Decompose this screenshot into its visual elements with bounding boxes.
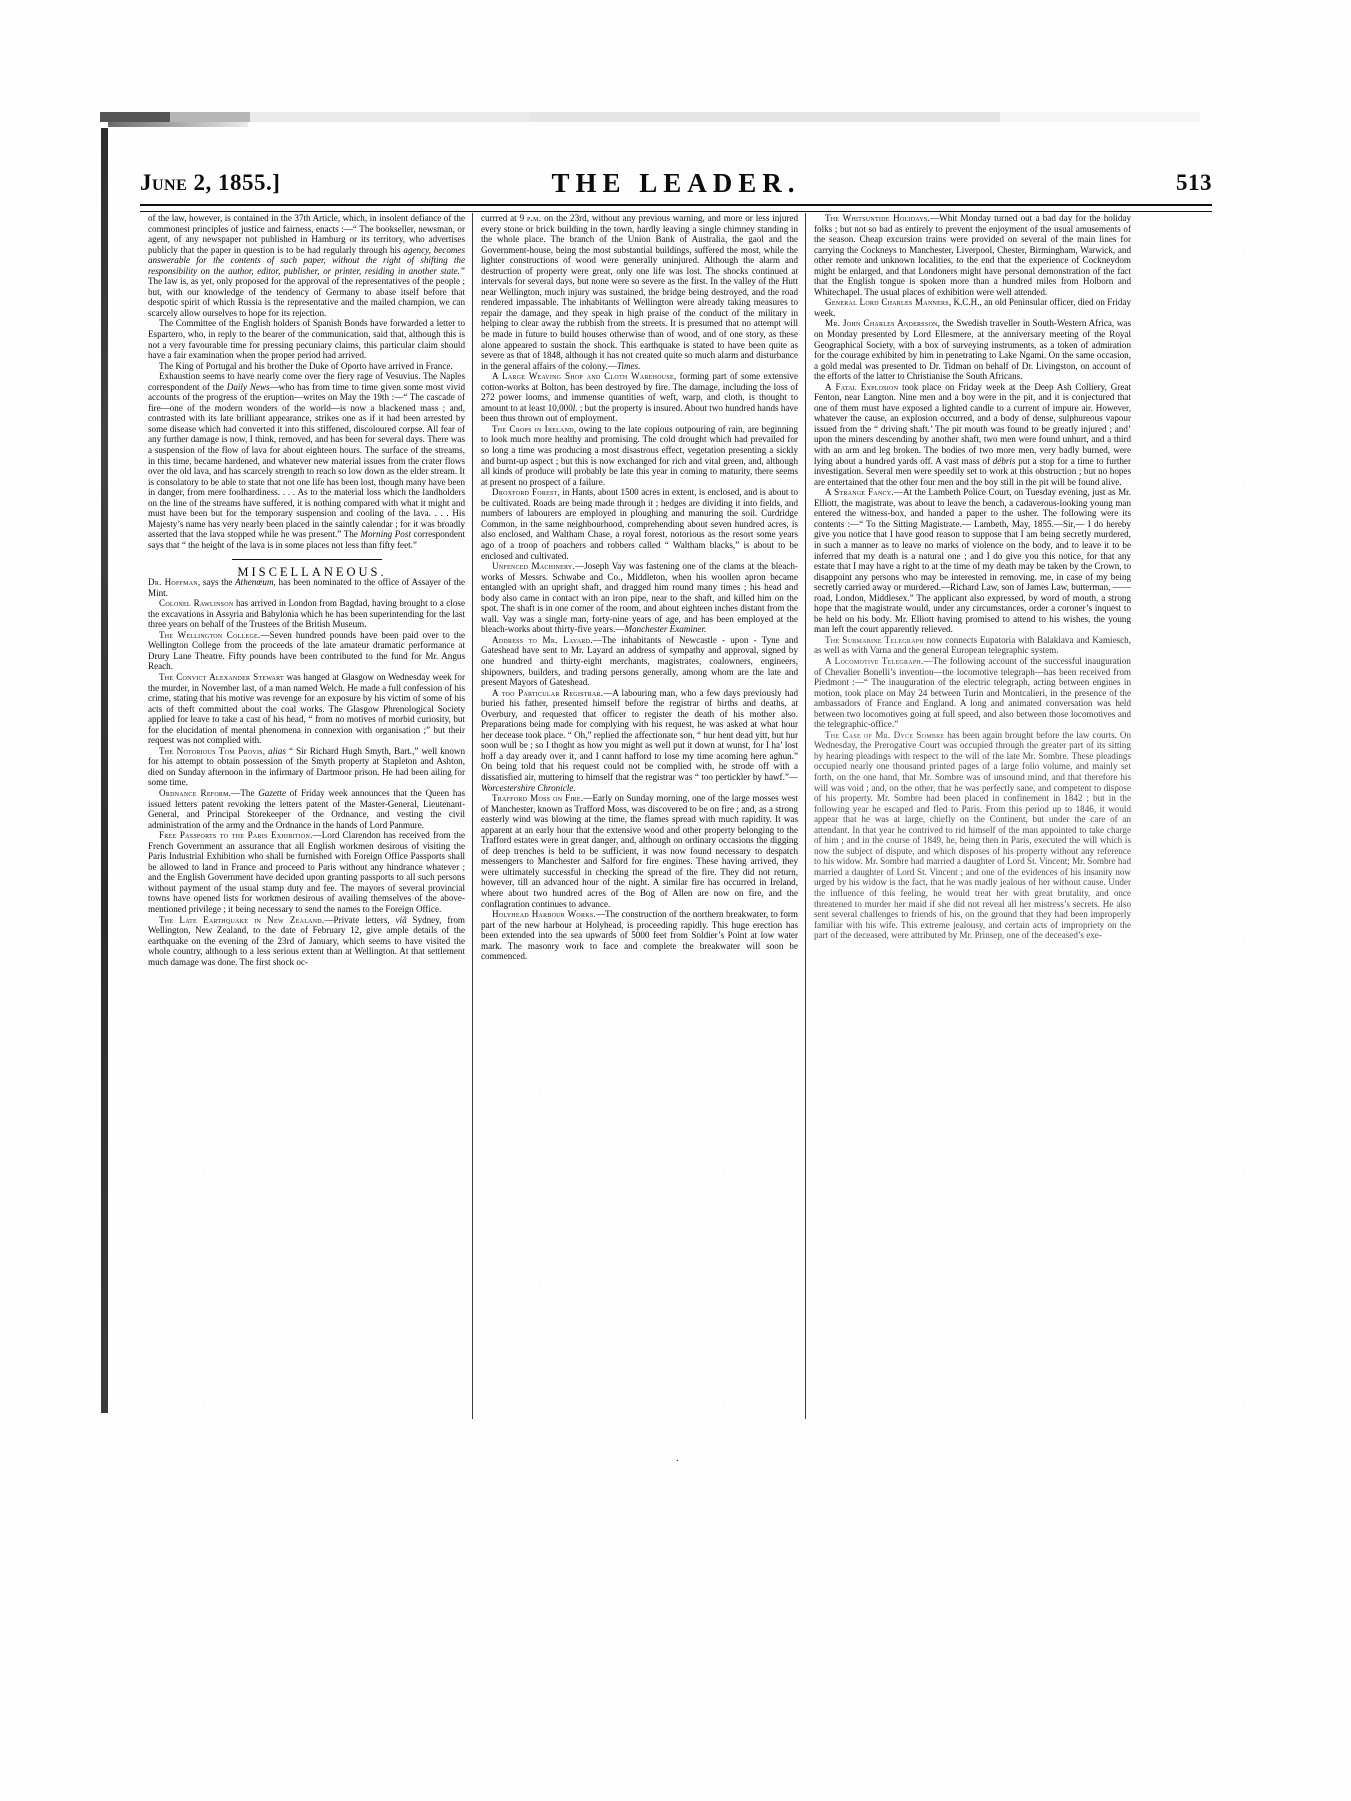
column-2 xyxy=(473,213,806,1419)
article-paragraph xyxy=(481,213,798,371)
section-heading-miscellaneous: MISCELLANEOUS. xyxy=(237,564,387,579)
text-run: , says the xyxy=(197,577,236,588)
masthead xyxy=(140,168,1212,202)
smallcaps-lead: Trafford Moss on Fire. xyxy=(492,793,584,804)
article-paragraph xyxy=(814,635,1131,656)
smallcaps-lead: A Large Weaving Shop and Cloth Warehouse xyxy=(492,371,674,382)
article-paragraph xyxy=(481,371,798,424)
column-2-body xyxy=(481,213,798,962)
smallcaps-lead: Dr. Hoffman xyxy=(148,577,198,588)
text-run: , has been nominated to the office of Assayer of the Mint. xyxy=(148,577,465,598)
column-1-body xyxy=(148,213,465,967)
smallcaps-lead: The Late Earthquake in New Zealand. xyxy=(159,914,325,925)
smallcaps-lead: The Notorious Tom Provis xyxy=(159,745,263,756)
text-run: of the law, however, is contained in the 37th Article, which, in insolent defiance of the commonest principles of justice and fairness, enacts :—“ The bookseller, newsman, or agent, of any newspaper not published in Hamburg or its territory, who advertises publicly that the paper in question is to be had regularly through his xyxy=(148,213,465,255)
article-paragraph xyxy=(148,318,465,360)
masthead-page-number: 513 xyxy=(1176,170,1212,195)
smallcaps-lead: The Wellington College. xyxy=(159,629,261,640)
italic-run: Athenœum xyxy=(235,577,274,588)
article-paragraph xyxy=(481,909,798,962)
italic-run: alias xyxy=(268,745,286,756)
text-run: , owing to the late copious outpouring of rain, are beginning to look much more healthy and promising. The cold drought which had prevailed for so long a time was producing a most disastrous effect, vegetation presenting a sickly and burnt-up aspect ; but this is now exchanged for rich and vital green, and, although all kinds of produce will probably be late this year in coming to maturity, there seems at present no prospect of a failure. xyxy=(481,423,798,487)
article-paragraph xyxy=(814,213,1131,297)
smallcaps-lead: Unfenced Machinery. xyxy=(492,561,576,572)
text-run: —The following account of the successful inauguration of Chevalier Bonelli’s invention—the locomotive telegraph—has been received from Piedmont :—“ The inauguration of the electric telegraph, acting between engines in motion, took place on May 24 between Turin and Montcalieri, in the presence of the ambassadors of France and England. A long and animated conversation was held between two locomotives going at full speed, and also between those locomotives and the telegraphic-office.” xyxy=(814,655,1131,730)
smallcaps-lead: Colonel Rawlinson xyxy=(159,598,234,609)
article-paragraph xyxy=(148,361,465,372)
smallcaps-lead: A too Particular Registrar. xyxy=(492,687,604,698)
scan-edge-top-secondary xyxy=(108,122,248,127)
text-run: , the Swedish traveller in South-Western Africa, was on Monday presented by Lord Ellesmere, at the anniversary meeting of the Royal Geographical Society, with a box of surveying instruments, as a token of admiration for the courage exhibited by him in penetrating to Lake Ngami. On the same occasion, a gold medal was presented to Dr. Tidman on behalf of Dr. Livingston, on account of the efforts of the latter to Christianise the South Africans. xyxy=(814,318,1131,382)
italic-run: débris xyxy=(992,455,1016,466)
text-run: on the 23rd, without any previous warning, and more or less injured every stone or brick building in the town, hardly leaving a single chimney standing in the whole place. The branch of the Union Bank of Australia, the gaol and the Government-house, being the most substantial buildings, suffered the most, while the lighter constructions of wood were generally uninjured. Although the alarm and destruction of property were great, only one life was lost. The shocks continued at intervals for several days, but none were so severe as the first. In the valley of the Hutt near Wellington, much injury was sustained, the bridge being destroyed, and the road rendered impassable. The inhabitants of Wellington were already taking measures to repair the damage, and they speak in high praise of the conduct of the military in helping to clear away the rubbish from the streets. It is presumed that no attempt will be made in future to build houses otherwise than of wood, and of one story, as these alone appeared to sustain the shock. This earthquake is stated to have been quite as severe as that of 1848, although it has not created quite so much alarm and disturbance in the general affairs of the colony.— xyxy=(481,213,798,371)
italic-run: l. xyxy=(572,402,578,413)
smallcaps-lead: The Convict Alexander Stewart xyxy=(159,671,284,682)
text-run: —Whit Monday turned out a bad day for the holiday folks ; but not so bad as entirely to prevent the enjoyment of the usual amusements of the season. Cheap excursion trains were provided on several of the main lines for carrying the Cockneys to Manchester, Liverpool, Chester, Birmingham, Warwick, and other remote and unknown localities, to the end that the experience of Cockneydom might be enlarged, and that Londoners might have personal demonstration of the fact that the English tongue is spoken more than a hundred miles from Holborn and Whitechapel. The usual places of exhibition were well attended. xyxy=(814,213,1131,297)
text-run: The Committee of the English holders of Spanish Bonds have forwarded a letter to Espartero, who, in reply to the bearer of the communication, said that, although this is not a very favourable time for pressing pecuniary claims, this particular claim should have a fair examination when the proper period had arrived. xyxy=(148,318,465,361)
text-run: —At the Lambeth Police Court, on Tuesday evening, just as Mr. Elliott, the magistrate, was about to leave the bench, a cadaverous-looking young man entered the witness-box, and handed a paper to the usher. The following were its contents :—“ To the Sitting Magistrate.— Lambeth, May, 1855.—Sir,— I do hereby give you notice that I have good reason to suppose that I am being secretly murdered, in such a manner as to leave no marks of violence on the body, and to leave it to be inferred that my death is a natural one ; and I do give you this notice, for that any estate that I may have a right to at the time of my death may be taken by the Crown, to disappoint any persons who may be interested in removing. me, in case of my being secretly carried away or murdered.—Richard Law, son of James Law, butterman, ——road, London, Middlesex.” The applicant also expressed, by word of mouth, a strong hope that the magistrate would, under any circumstances, order a coroner’s inquest to be held on his body. Mr. Elliott having promised to attend to his wishes, the young man left the court apparently relieved. xyxy=(814,487,1131,635)
text-run: has arrived in London from Bagdad, having brought to a close the excavations in Assyria and Babylonia which he has been superintending for the last three years on behalf of the Trustees of the British Museum. xyxy=(148,598,465,630)
masthead-rule xyxy=(140,204,1212,212)
italic-run: Morning Post xyxy=(360,529,411,540)
text-run: Exhaustion seems to have nearly come over the fiery rage of Vesuvius. The Naples correspondent of the xyxy=(148,371,465,392)
article-paragraph xyxy=(481,424,798,487)
text-run: was hanged at Glasgow on Wednesday week for the murder, in November last, of a man named Welch. He made a full confession of his crime, stating that his motive was revenge for an exposure by his victim of some of his acts of theft committed about the coal works. The Glasgow Phrenological Society applied for leave to take a cast of his head, “ from no motives of morbid curiosity, but for the elucidation of mental phenomena in connexion with organisation ;” but their request was not complied with. xyxy=(148,671,465,746)
smallcaps-lead: Mr. John Charles Andersson xyxy=(825,318,938,329)
masthead-date: June 2, 1855.] xyxy=(140,170,281,195)
text-run: The law is, as yet, only proposed for the approval of the representatives of the people ; but, with our knowledge of the tendency of Germany to abase itself before that despotic spirit of which Russia is the representative and the mailed champion, we can scarcely allow ourselves to hope for its rejection. xyxy=(148,276,465,318)
text-run: currred at 9 xyxy=(481,213,527,223)
article-paragraph xyxy=(814,382,1131,487)
article-paragraph xyxy=(148,213,465,318)
text-run: —Private letters, xyxy=(324,914,396,925)
smallcaps-lead: Free Passports to the Paris Exhibition. xyxy=(159,830,313,841)
article-paragraph xyxy=(148,746,465,788)
article-paragraph xyxy=(481,561,798,635)
article-paragraph xyxy=(148,830,465,914)
italic-run: agency, becomes answerable for the contents of such paper, without the right of shifting the responsibility on the author, editor, publisher, or printer, residing in another state.” xyxy=(148,244,466,276)
article-paragraph xyxy=(148,371,465,550)
article-paragraph xyxy=(481,635,798,688)
smallcaps-lead: The Crops in Ireland xyxy=(492,423,574,434)
article-paragraph xyxy=(148,577,465,598)
text-run: —The inhabitants of Newcastle - upon - Tyne and Gateshead have sent to Mr. Layard an address of sympathy and approval, signed by one hundred and thirty-eight merchants, magistrates, coalowners, engineers, shipowners, builders, and trading persons generally, among whom are the late and present Mayors of Gateshead. xyxy=(481,634,799,688)
smallcaps-lead: A Strange Fancy. xyxy=(825,487,894,498)
text-run: —Early on Sunday morning, one of the large mosses west of Manchester, known as Trafford Moss, was discovered to be on fire ; and, as a strong easterly wind was blowing at the time, the flames spread with much rapidity. It was apparent at an early hour that the extensive wood and other property belonging to the Trafford estates were in great danger, and, although on ordinary occasions the digging of deep trenches is held to be sufficient, it was now found necessary to despatch messengers to Manchester and Salford for fire engines. These having arrived, they were ultimately successful in checking the spread of the fire. They did not return, however, till an advanced hour of the night. A similar fire has occurred in Ireland, where about two hundred acres of the Bog of Allen are now on fire, and the conflagration continues to advance. xyxy=(481,793,798,909)
smallcaps-lead: The Submarine Telegraph xyxy=(825,634,924,645)
text-run: put a stop for a time to further investigation. Several men were speedily set to work at this obstruction ; but no hopes are entertained that the other four men and the boy still in the pit will be found alive. xyxy=(814,455,1131,487)
smallcaps-lead: The Case of Mr. Dyce Sombre xyxy=(825,729,945,740)
text-run: The King of Portugal and his brother the Duke of Oporto have arrived in France. xyxy=(159,360,453,371)
text-run: —Joseph Vay was fastening one of the clams at the bleach-works of Messrs. Schwabe and Co., Middleton, when his woollen apron became entangled with an upright shaft, and dragged him round many times ; his head and body also came in contact with an iron pipe, near to the shaft, and killed him on the spot. The shaft is in one corner of the room, and about eighteen inches distant from the wall. Vay was a single man, forty-nine years of age, and has been employed at the bleach-works about thirty-five years.— xyxy=(481,561,798,635)
text-run: —Seven hundred pounds have been paid over to the Wellington College from the proceeds of the late amateur dramatic performance at Drury Lane Theatre. Fifty pounds have been contributed to the fund for Mr. Angus Reach. xyxy=(148,629,465,672)
text-run: Sydney, from Wellington, New Zealand, to the date of February 12, give ample details of the earthquake on the evening of the 23rd of January, which seems to have visited the whole country, although to a less serious extent than at Wellington. At that settlement much damage was done. The first shock oc- xyxy=(148,914,465,967)
article-paragraph xyxy=(814,297,1131,318)
smallcaps-lead: The Whitsuntide Holidays. xyxy=(825,213,931,223)
text-run: —The construction of the northern breakwater, to form part of the new harbour at Holyhead, is proceeding rapidly. This huge erection has been extended into the sea upwards of 5000 feet from Soldier’s Point at low water mark. The masonry work to face and complete the breakwater will soon be commenced. xyxy=(481,909,798,962)
article-paragraph xyxy=(148,672,465,746)
text-run: now connects Eupatoria with Balaklava and Kamiesch, as well as with Varna and the general European telegraphic system. xyxy=(814,634,1132,656)
article-paragraph xyxy=(148,630,465,672)
article-paragraph xyxy=(481,487,798,561)
smallcaps-lead: p.m. xyxy=(527,213,542,223)
text-run: —A labouring man, who a few days previously had buried his father, presented himself before the registrar of births and deaths, at Overbury, and requested that officer to register the death of his mother also. Preparations being made for complying with his request, he was asked at what hour her decease took place. “ Oh,” replied the affectionate son, “ hur hent dead yitt, but hur soon wull be ; so I thoght as how you might as well put it down at wunst, for I ha’ lost hoff a day aready over it, and I cannt hafford to lose my time acoming here aghun.” On being told that his request could not be complied with, he strode off with a dissatisfied air, muttering to himself that the registrar was “ too pertickler by hawf.”— xyxy=(481,687,798,782)
smallcaps-lead: A Fatal Explosion xyxy=(825,381,899,392)
article-columns xyxy=(140,213,1212,1419)
column-3 xyxy=(806,213,1139,1419)
smallcaps-lead: General Lord Charles Manners xyxy=(825,297,949,308)
italic-run: Worcestershire Chronicle. xyxy=(481,782,576,793)
page-tail-mark: . xyxy=(676,1452,679,1464)
smallcaps-lead: Address to Mr. Layard. xyxy=(492,634,593,645)
article-paragraph xyxy=(814,318,1131,381)
text-run: “ Sir Richard Hugh Smyth, Bart.,” well known for his attempt to obtain possession of the Smyth property at Stapleton and Ashton, died on Sunday afternoon in the infirmary of Dartmoor prison. He had been ailing for some time. xyxy=(148,745,466,788)
text-run: , xyxy=(262,745,269,756)
article-paragraph xyxy=(148,788,465,830)
text-run: —Lord Clarendon has received from the French Government an assurance that all English workmen desirous of visiting the Paris Industrial Exhibition who shall be furnished with Foreign Office Passports shall be allowed to land in France and proceed to Paris without any hindrance whatever ; and the English Government have decided upon granting passports to all such persons without payment of the usual stamp duty and fee. The mayors of several provincial towns have opened lists for workmen desirous of availing themselves of the above-mentioned privilege ; it being necessary to send the names to the Foreign Office. xyxy=(148,830,465,914)
text-run: , K.C.H., an old Peninsular officer, died on Friday week. xyxy=(814,297,1131,318)
scan-edge-left xyxy=(101,128,108,1413)
text-run: has been again brought before the law courts. On Wednesday, the Prerogative Court was occupied through the greater part of its sitting by hearing pleadings with respect to the will of the late Mr. Sombre. These pleadings occupied nearly one thousand printed pages of a large folio volume, and mainly set forth, on the one hand, that Mr. Sombre was of unsound mind, and that therefore his will was void ; and, on the other, that he was perfectly sane, and competent to dispose of his property. Mr. Sombre had been placed in confinement in 1842 ; but in the following year he escaped and fled to Paris. From this period up to 1846, it would appear that he was at large, chiefly on the Continent, but under the care of an attendant. In that year he contrived to rid himself of the man appointed to take charge of him ; and in the course of 1849, he, being then in Paris, executed the will which is now the subject of dispute, and which disposes of his property without any reference to his widow. Mr. Sombre had married a daughter of Lord St. Vincent; Mr. Sombre had married a daughter of Lord St. Vincent ; and one of the evidences of his insanity now urged by his widow is the fact, that he was madly jealous of her without cause. Under the influence of this feeling, he would treat her with great brutality, and once threatened to murder her maid if she did not reveal all her mistress’s secrets. He also sent several challenges to friends of his, on the ground that they had been improperly familiar with his wife. This extreme jealousy, and certain acts of impropriety on the part of the deceased, were attributed by Mr. Prinsep, one of the deceased’s exe- xyxy=(814,729,1131,941)
italic-run: viâ xyxy=(395,914,407,925)
italic-run: Gazette xyxy=(258,787,286,798)
scan-edge-top xyxy=(100,112,1200,122)
italic-run: Times. xyxy=(616,360,641,371)
smallcaps-lead: A Locomotive Telegraph. xyxy=(825,655,924,666)
text-run: correspondent says that “ the height of the lava is in some places not less than fifty feet.” xyxy=(148,529,465,550)
article-paragraph xyxy=(148,598,465,630)
italic-run: Daily News xyxy=(226,381,270,392)
italic-run: Manchester Examiner. xyxy=(624,624,707,635)
text-run: ; but the property is insured. About two hundred hands have been thus thrown out of employment. xyxy=(481,402,798,424)
text-run: of Friday week announces that the Queen has issued letters patent revoking the letters patent of the Master-General, Lieutenant-General, and Principal Storekeeper of the Ordnance, and vesting the civil administration of the army and the Ordnance in the hands of Lord Panmure. xyxy=(148,787,465,830)
section-divider-rule xyxy=(232,559,382,560)
masthead-title: THE LEADER. xyxy=(551,168,801,198)
column-1 xyxy=(140,213,473,1419)
smallcaps-lead: Droxford Forest xyxy=(492,487,558,498)
article-paragraph xyxy=(814,730,1131,941)
text-run: , in Hants, about 1500 acres in extent, is enclosed, and is about to be cultivated. Roads are being made through it ; hedges are dividing it into fields, and numbers of labourers are employed in ploughing and manuring the soil. Curdridge Common, in the same neighbourhood, comprehending about seven hundred acres, is also enclosed, and Waltham Chase, a royal forest, notorious as the resort some years ago of a troop of poachers and robbers called “ Waltham blacks,” is about to be enclosed and cultivated. xyxy=(481,487,798,561)
text-run: , forming part of some extensive cotton-works at Bolton, has been destroyed by fire. The damage, including the loss of 272 power looms, and immense quantities of weft, warp, and cloth, is thought to amount to at least 10,000 xyxy=(481,371,798,413)
smallcaps-lead: Holyhead Harbour Works. xyxy=(492,909,596,920)
text-run: —The xyxy=(231,787,259,798)
article-paragraph xyxy=(481,793,798,909)
column-3-body xyxy=(814,213,1131,941)
article-paragraph xyxy=(481,688,798,793)
text-run: took place on Friday week at the Deep Ash Colliery, Great Fenton, near Langton. Nine men and a boy were in the pit, and it is conjectured that one of them must have exposed a lighted candle to a current of impure air. However, whatever the cause, an explosion occurred, and a body of dense, sulphureous vapour issued from the “ driving shaft.’ The pit mouth was found to be greatly injured ; and’ upon the miners descending by another shaft, two men were found unhurt, and a third with an arm and leg broken. The bodies of two more men, very badly burned, were lying about a hundred yards off. A vast mass of xyxy=(814,381,1131,466)
article-paragraph xyxy=(814,487,1131,635)
text-run: —who has from time to time given some most vivid accounts of the progress of the eruption—writes on May the 19th :—“ The cascade of fire—one of the modern wonders of the world—is now a blackened mass ; and, contrasted with its late brilliant appearance, strikes one as if it had been arrested by some disease which had converted it into this stiffened, discoloured corpse. All fear of any further damage is now, I think, removed, and has been for several days. There was a suspension of the flow of lava for about eighteen hours. The surface of the streams, in this time, became hardened, and whatever new material issues from the crater flows over the old lava, and has scarcely strength to reach so low down as the elder stream. It is consolatory to be able to state that not one life has been lost, though many have been in danger, from mere foolhardiness. . . . As to the material loss which the landholders on the line of the streams have suffered, it is nothing compared with what it might and must have been but for the temporary suspension and cooling of the lava. . . . His Majesty’s name has very nearly been placed in the saintly calendar ; for it was broadly asserted that the lava stopped while he was present.” The xyxy=(148,381,466,540)
article-paragraph xyxy=(814,656,1131,730)
article-paragraph xyxy=(148,915,465,968)
smallcaps-lead: Ordnance Reform. xyxy=(159,787,232,798)
